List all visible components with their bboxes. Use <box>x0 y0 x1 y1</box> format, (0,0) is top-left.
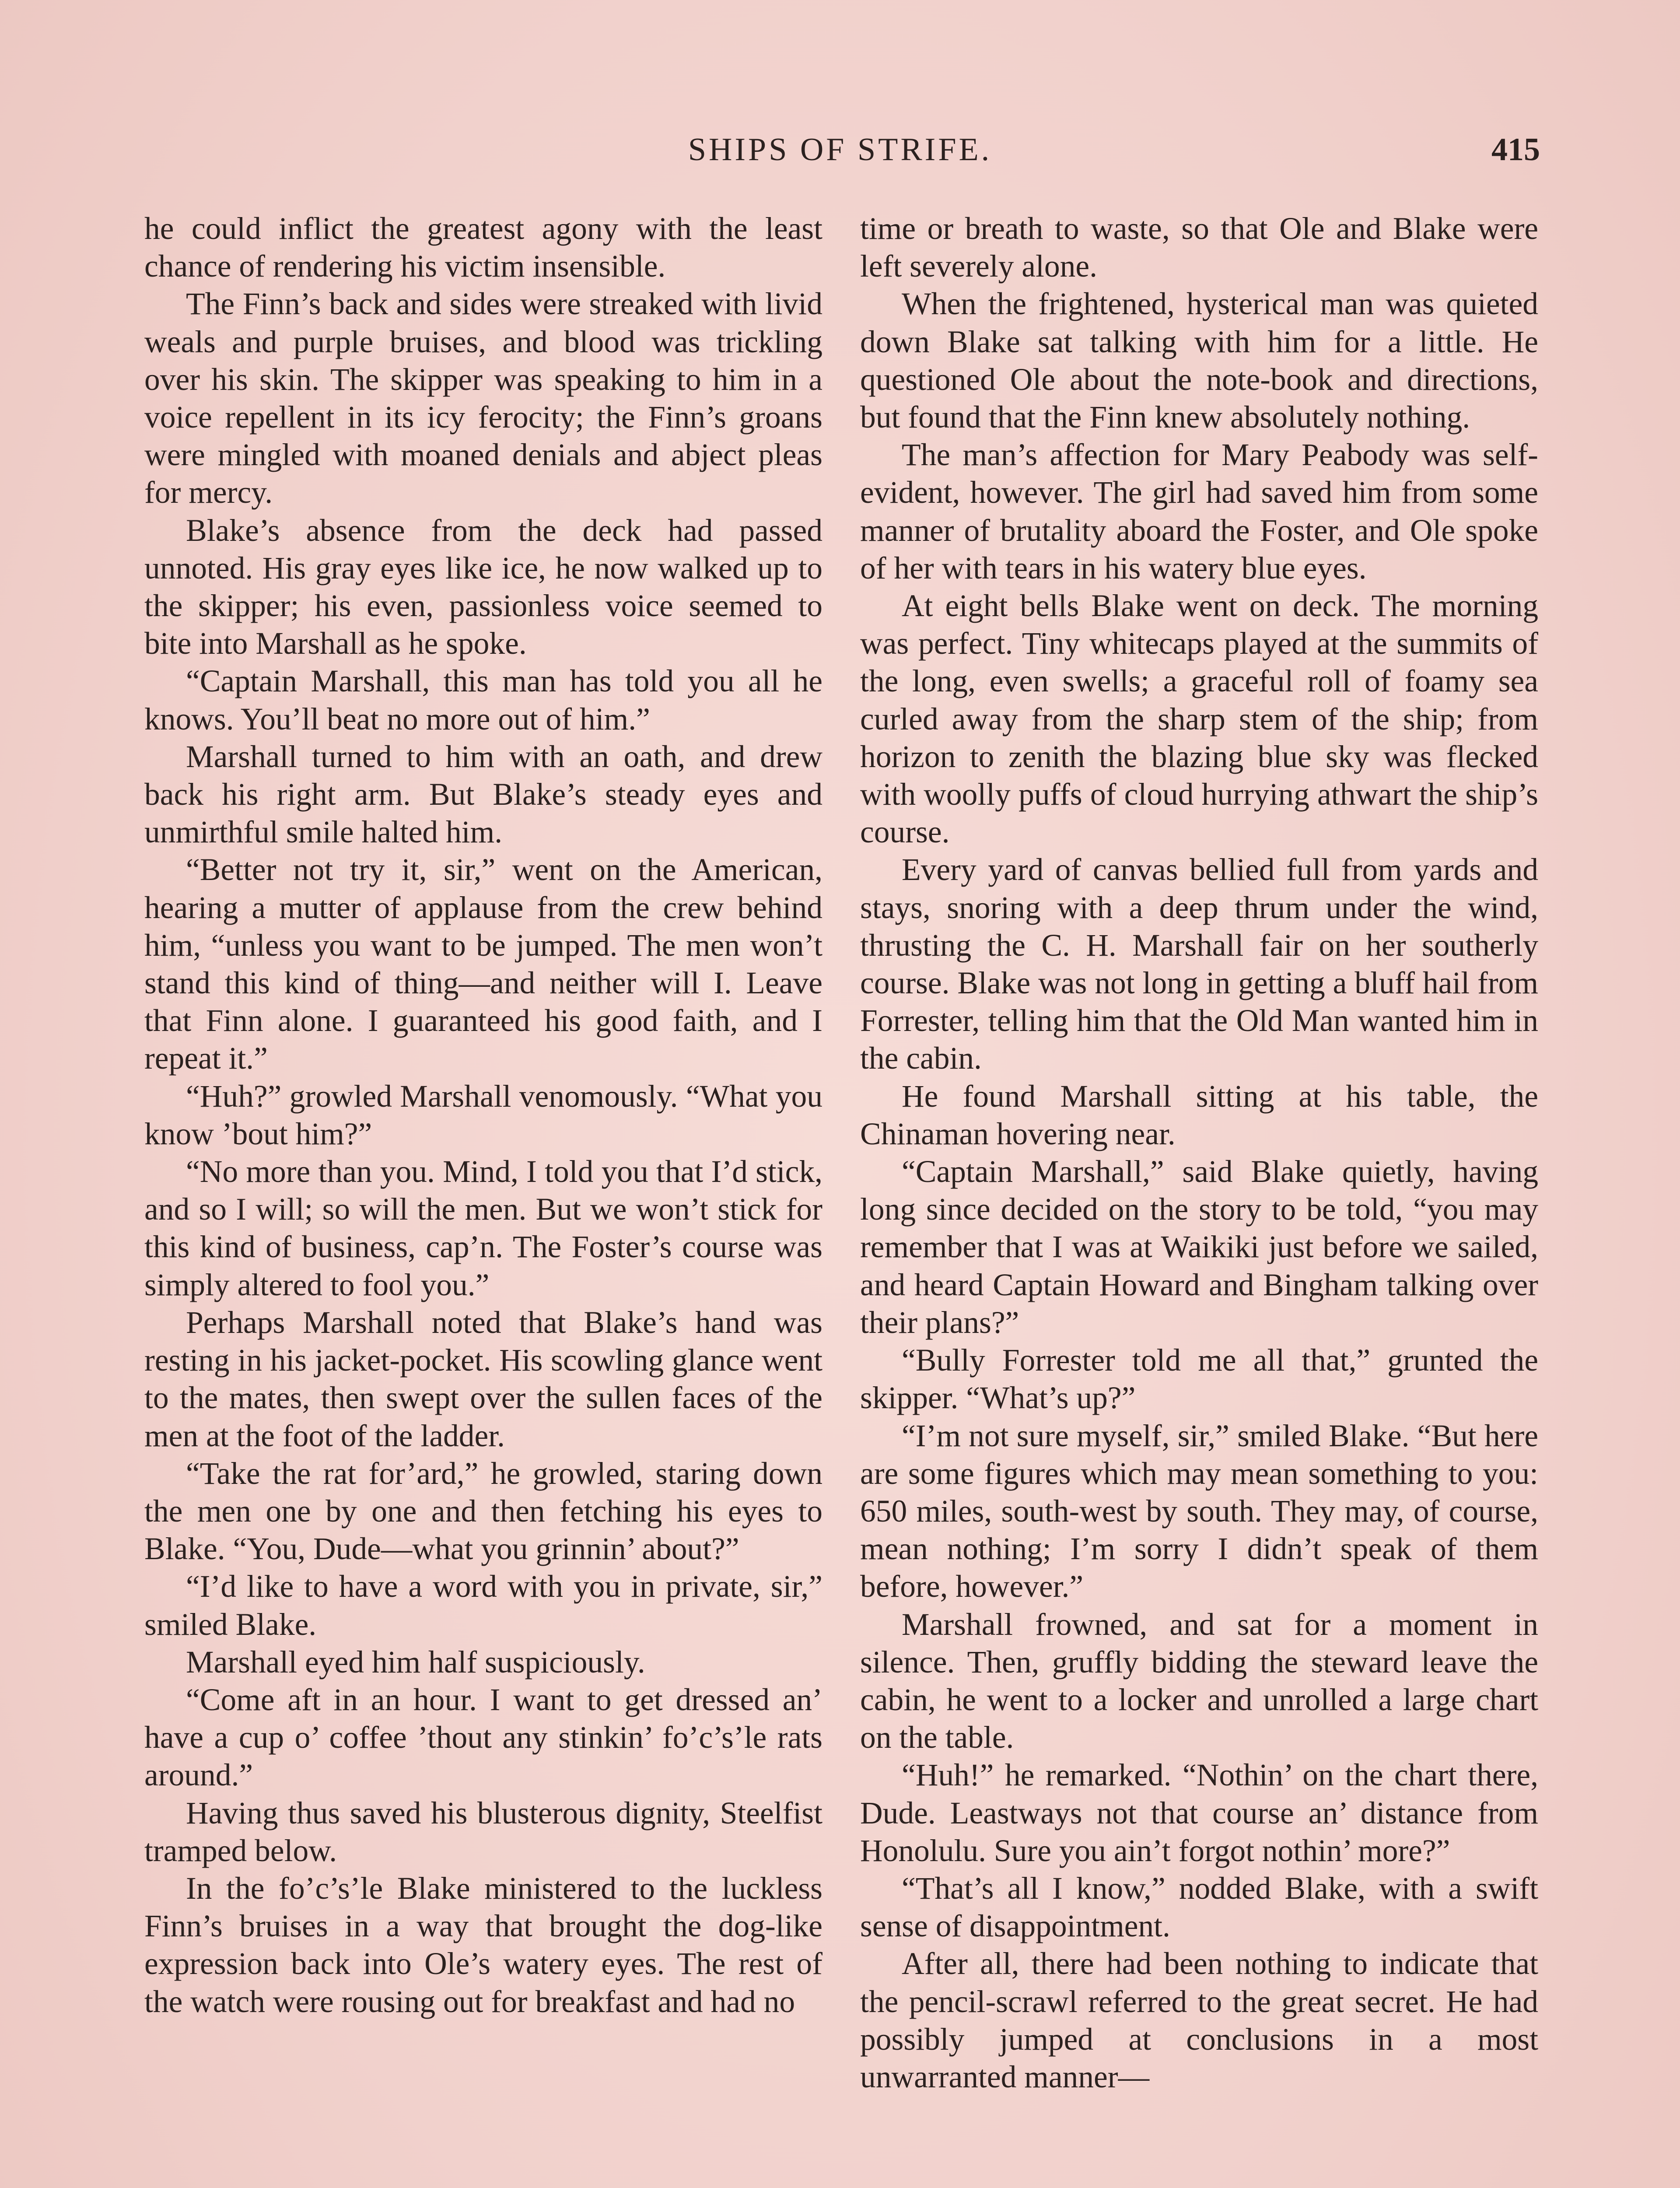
paragraph: The man’s affection for Mary Peabody was self-evident, however. The girl had saved him from some manner of brutality aboard the Foster, and Ole spoke of her with tears in his watery blue eyes. <box>860 438 1538 586</box>
paragraph: “No more than you. Mind, I told you that I’d stick, and so I will; so will the men. But we won’t stick for this kind of business, cap’n. The Foster’s course was simply altered to fool you.” <box>144 1154 822 1302</box>
paragraph: “I’d like to have a word with you in private, sir,” smiled Blake. <box>144 1569 822 1642</box>
paragraph: “Better not try it, sir,” went on the American, hearing a mutter of applause from the crew behind him, “unless you want to be jumped. The men won’t stand this kind of thing—and neither will I. Leave that Finn alone. I guaranteed his good faith, and I repeat it.” <box>144 852 822 1076</box>
paragraph: Having thus saved his blusterous dignity, Steelfist tramped below. <box>144 1795 822 1868</box>
paragraph: he could inflict the greatest agony with the least chance of rendering his victim insensible. <box>144 211 822 284</box>
right-column <box>860 210 1538 2096</box>
paragraph: “That’s all I know,” nodded Blake, with a swift sense of disappointment. <box>860 1871 1538 1944</box>
paragraph: In the fo’c’s’le Blake ministered to the luckless Finn’s bruises in a way that brought the dog-like expression back into Ole’s watery eyes. The rest of the watch were rousing out for breakfast and had no <box>144 1871 822 2019</box>
page-header <box>140 131 1540 179</box>
paragraph: “Bully Forrester told me all that,” grunted the skipper. “What’s up?” <box>860 1343 1538 1416</box>
paragraph: At eight bells Blake went on deck. The morning was perfect. Tiny whitecaps played at the summits of the long, even swells; a graceful roll of foamy sea curled away from the sharp stem of the ship; from horizon to zenith the blazing blue sky was flecked with woolly puffs of cloud hurrying athwart the ship’s course. <box>860 589 1538 850</box>
paragraph: He found Marshall sitting at his table, the Chinaman hovering near. <box>860 1079 1538 1151</box>
running-title: SHIPS OF STRIFE. <box>688 132 992 168</box>
paragraph: Marshall frowned, and sat for a moment in silence. Then, gruffly bidding the steward leave the cabin, he went to a locker and unrolled a large chart on the table. <box>860 1607 1538 1755</box>
paragraph: “Captain Marshall,” said Blake quietly, having long since decided on the story to be told, “you may remember that I was at Waikiki just before we sailed, and heard Captain Howard and Bingham talking over their plans?” <box>860 1154 1538 1340</box>
page-number: 415 <box>1491 132 1540 168</box>
paragraph: “Huh?” growled Marshall venomously. “What you know ’bout him?” <box>144 1079 822 1151</box>
paragraph: Marshall turned to him with an oath, and drew back his right arm. But Blake’s steady eyes and unmirthful smile halted him. <box>144 739 822 850</box>
paragraph: After all, there had been nothing to indicate that the pencil-scrawl referred to the great secret. He had possibly jumped at conclusions in a most unwarranted manner— <box>860 1946 1538 2094</box>
left-column <box>144 210 822 2021</box>
paragraph: When the frightened, hysterical man was quieted down Blake sat talking with him for a little. He questioned Ole about the note-book and directions, but found that the Finn knew absolutely nothing. <box>860 287 1538 435</box>
paragraph: Blake’s absence from the deck had passed unnoted. His gray eyes like ice, he now walked up to the skipper; his even, passionless voice seemed to bite into Marshall as he spoke. <box>144 513 822 661</box>
paragraph: “Take the rat for’ard,” he growled, staring down the men one by one and then fetching his eyes to Blake. “You, Dude—what you grinnin’ about?” <box>144 1456 822 1567</box>
paragraph: Perhaps Marshall noted that Blake’s hand was resting in his jacket-pocket. His scowling glance went to the mates, then swept over the sullen faces of the men at the foot of the ladder. <box>144 1305 822 1453</box>
paragraph: “I’m not sure myself, sir,” smiled Blake. “But here are some figures which may mean something to you: 650 miles, south-west by south. They may, of course, mean nothing; I’m sorry I didn’t speak of them before, however.” <box>860 1418 1538 1604</box>
paragraph: Marshall eyed him half suspiciously. <box>186 1645 645 1680</box>
paragraph: “Come aft in an hour. I want to get dressed an’ have a cup o’ coffee ’thout any stinkin’ fo’c’s’le rats around.” <box>144 1682 822 1793</box>
paragraph: Every yard of canvas bellied full from yards and stays, snoring with a deep thrum under the wind, thrusting the C. H. Marshall fair on her southerly course. Blake was not long in getting a bluff hail from Forrester, telling him that the Old Man wanted him in the cabin. <box>860 852 1538 1076</box>
paragraph: “Captain Marshall, this man has told you all he knows. You’ll beat no more out of him.” <box>144 664 822 736</box>
paragraph: “Huh!” he remarked. “Nothin’ on the chart there, Dude. Leastways not that course an’ distance from Honolulu. Sure you ain’t forgot nothin’ more?” <box>860 1758 1538 1868</box>
paragraph: time or breath to waste, so that Ole and Blake were left severely alone. <box>860 211 1538 284</box>
paragraph: The Finn’s back and sides were streaked with livid weals and purple bruises, and blood was trickling over his skin. The skipper was speaking to him in a voice repellent in its icy ferocity; the Finn’s groans were mingled with moaned denials and abject pleas for mercy. <box>144 287 822 510</box>
